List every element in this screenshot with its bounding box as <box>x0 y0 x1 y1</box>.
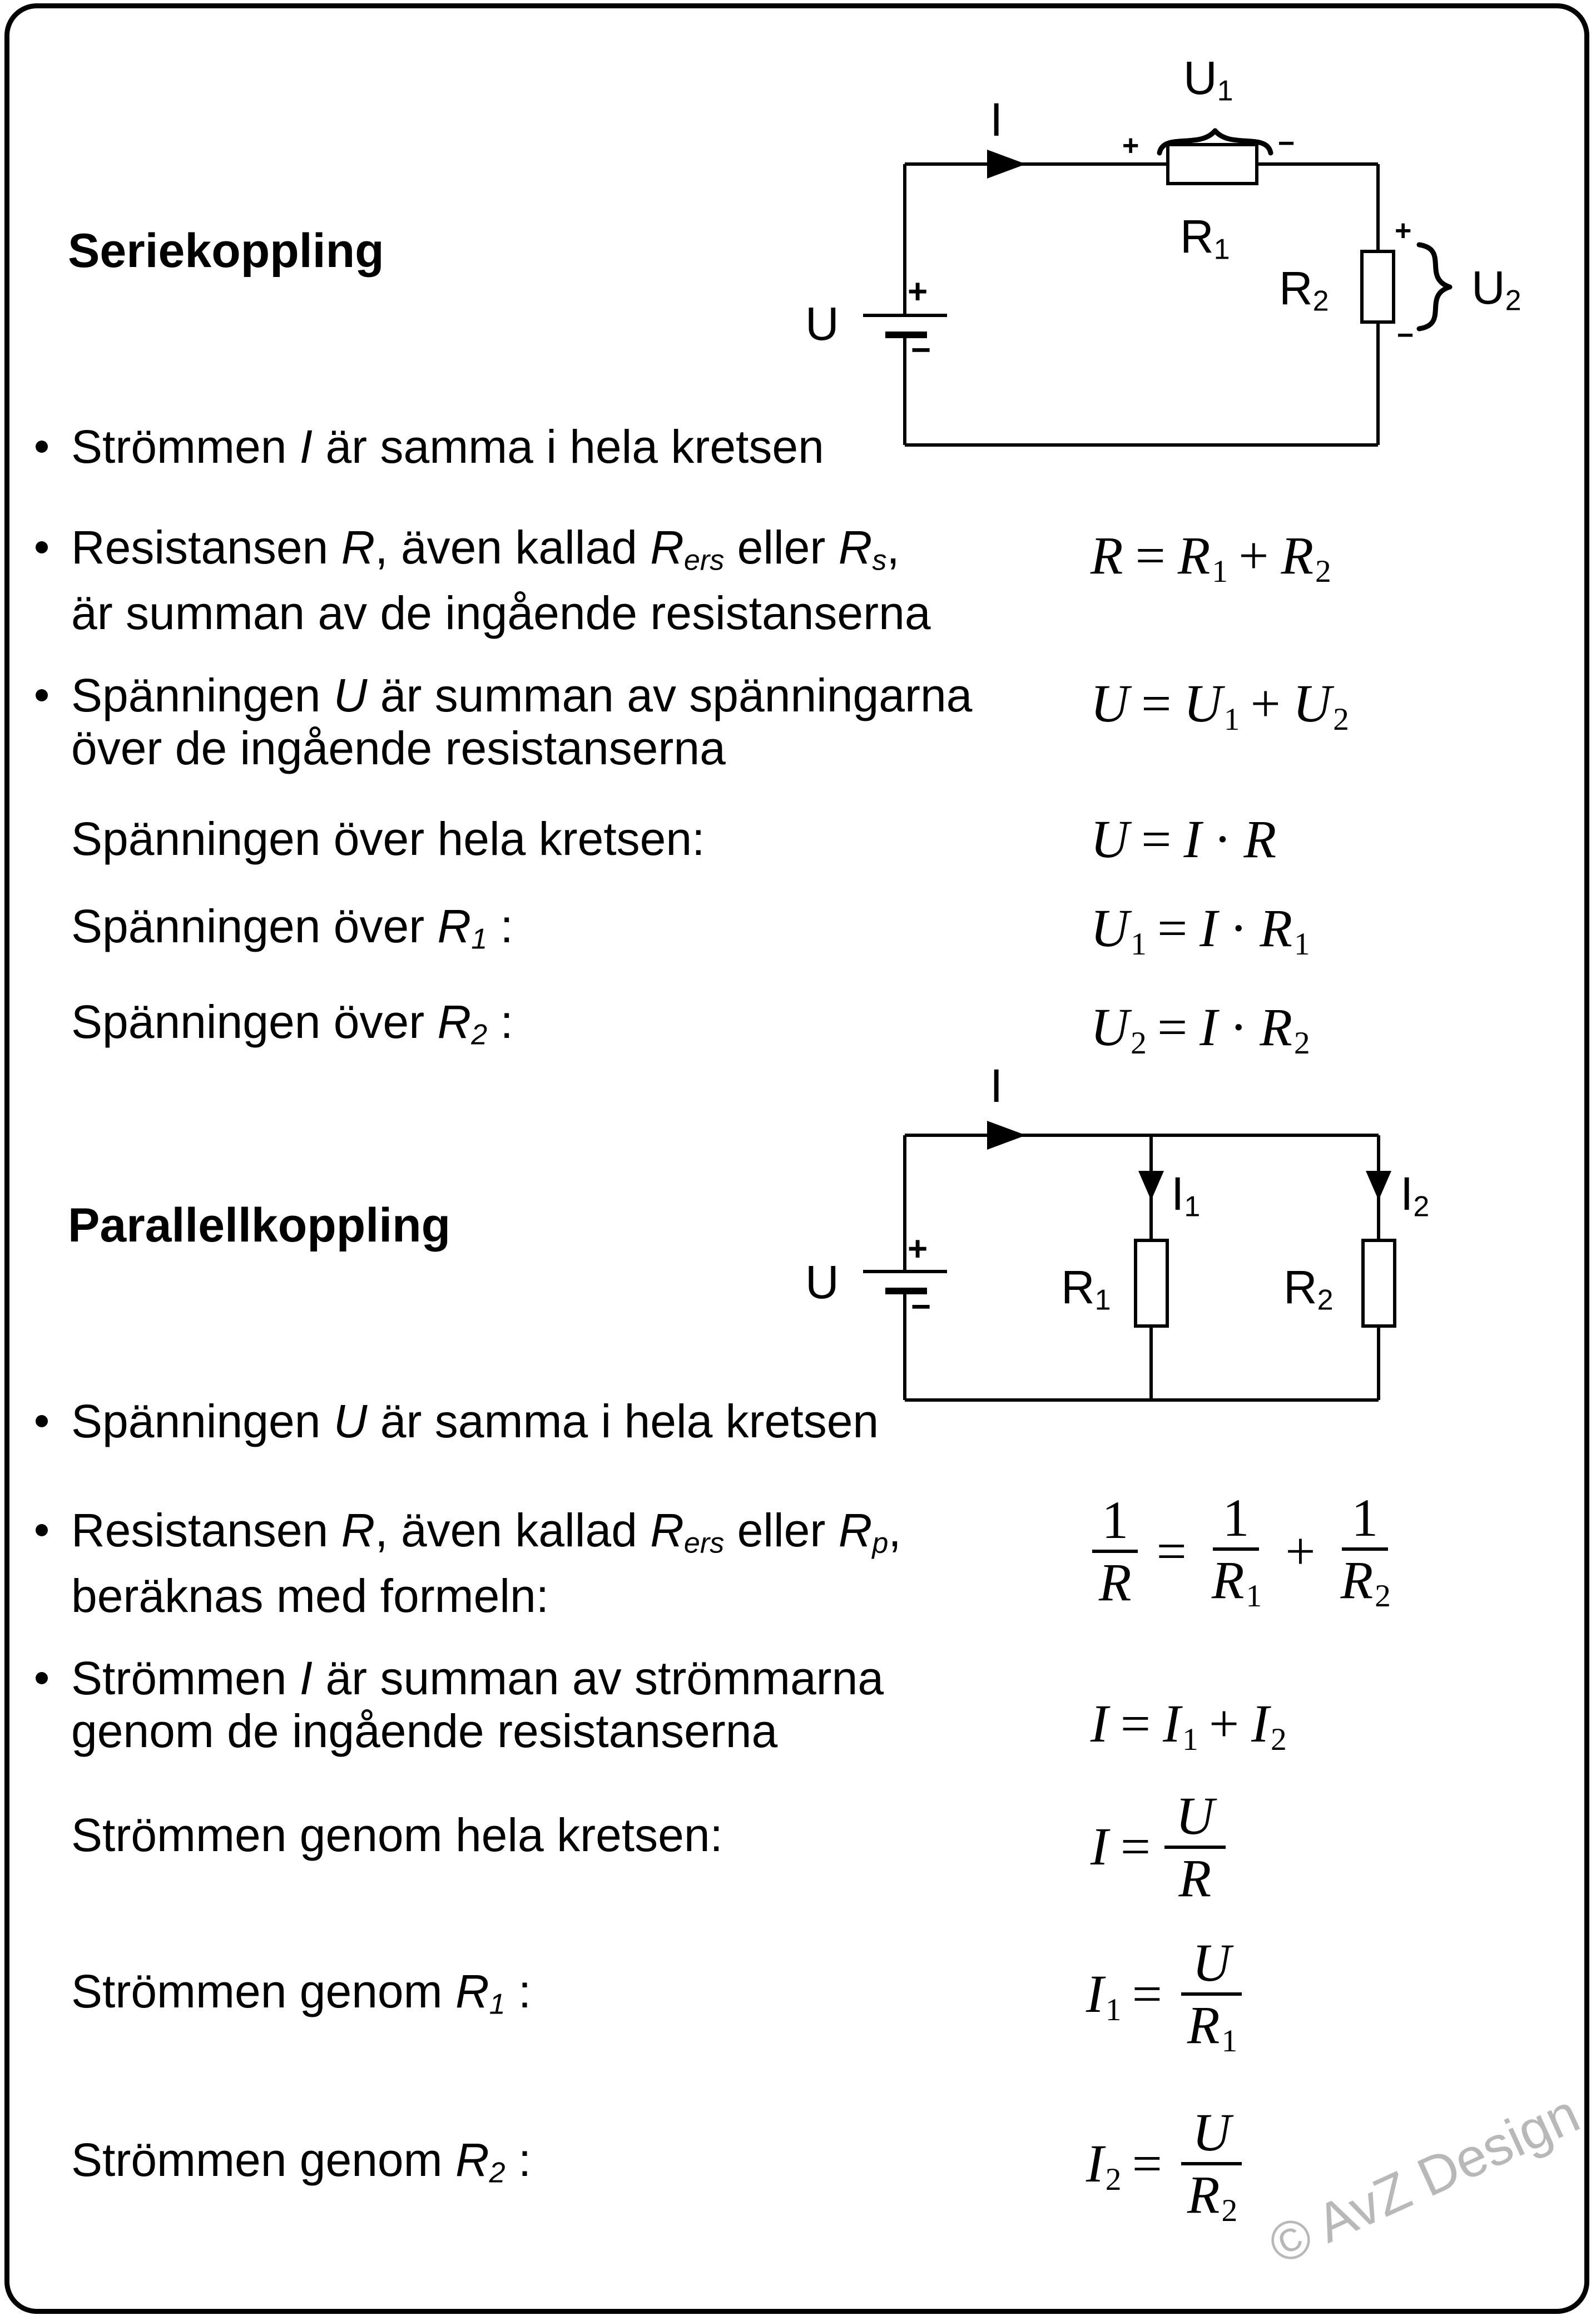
parallel-heading: Parallellkoppling <box>68 1199 451 1252</box>
series-u2-label: U2 <box>1471 261 1521 317</box>
series-battery-minus-sign: − <box>911 331 931 369</box>
watermark: © AvZ Design <box>1260 2082 1588 2276</box>
series-row-voltage-r1: Spänningen över R1 : <box>71 900 513 956</box>
series-r2-label: R2 <box>1279 262 1329 318</box>
parallel-row-current-whole: Strömmen genom hela kretsen: <box>71 1809 723 1861</box>
parallel-resistor-r2-box <box>1363 1240 1395 1326</box>
bullet-dot <box>36 441 48 453</box>
series-battery-plus-sign: + <box>908 273 928 311</box>
bullet-dot <box>36 689 48 701</box>
branch2-current-arrow <box>1366 1171 1391 1200</box>
formula-i-ur: I = $\frac{U}{R}$ <box>1089 1788 1228 1906</box>
series-bullet-current: Strömmen I är samma i hela kretsen <box>34 421 824 473</box>
series-u1-label: U1 <box>1183 52 1233 107</box>
parallel-bullet-voltage: Spänningen U är samma i hela kretsen <box>34 1395 879 1448</box>
parallel-current-label: I <box>990 1060 1003 1112</box>
parallel-row-current-r1: Strömmen genom R1 : <box>71 1965 532 2021</box>
series-row-voltage-r2: Spänningen över R2 : <box>71 996 513 1051</box>
series-current-label: I <box>990 93 1003 146</box>
formula-u-sum: U = U1 + U2 <box>1090 674 1349 737</box>
formula-i1-ur1: I1 = $\frac{U}{R1}$ <box>1084 1935 1250 2058</box>
formula-reciprocal-sum: $\frac{1}{R}$ = $\frac{1}{R1}$ + $\frac{1}{R2}$ <box>1084 1490 1404 1613</box>
formula-i2-ur2: I2 = $\frac{U}{R2}$ <box>1084 2104 1250 2228</box>
series-r1-label: R1 <box>1180 210 1230 266</box>
bullet-dot <box>36 1672 48 1684</box>
series-source-voltage-label: U <box>805 298 839 350</box>
series-bullet-voltage: Spänningen U är summan av spänningarna över de ingående resistanserna <box>34 669 972 775</box>
parallel-r2-label: R2 <box>1283 1261 1334 1317</box>
parallel-r1-label: R1 <box>1061 1261 1111 1317</box>
formula-u-ir: U = I · R <box>1090 809 1277 869</box>
u2-brace <box>1419 245 1450 329</box>
series-current-arrow <box>987 150 1026 179</box>
parallel-source-voltage-label: U <box>805 1256 839 1308</box>
parallel-battery-minus-sign: − <box>911 1288 931 1326</box>
formula-r-sum: R = R1 + R2 <box>1090 526 1331 589</box>
u2-minus-sign: − <box>1397 319 1414 352</box>
series-resistor-r1-box <box>1168 145 1257 184</box>
bullet-dot <box>36 1415 48 1427</box>
u1-plus-sign: + <box>1122 130 1139 162</box>
series-row-voltage-whole: Spänningen över hela kretsen: <box>71 813 705 865</box>
bullet-dot <box>36 1524 48 1536</box>
formula-i-sum: I = I1 + I2 <box>1090 1694 1287 1757</box>
u1-minus-sign: − <box>1278 127 1295 160</box>
parallel-resistor-r1-box <box>1136 1240 1167 1326</box>
parallel-battery-plus-sign: + <box>908 1230 928 1268</box>
parallel-bullet-current: Strömmen I är summan av strömmarna genom de ingående resistanserna <box>34 1652 884 1758</box>
parallel-bullet-resistance: Resistansen R, även kallad Rers eller Rp, beräknas med formeln: <box>34 1504 901 1622</box>
series-heading: Seriekoppling <box>68 224 384 278</box>
parallel-row-current-r2: Strömmen genom R2 : <box>71 2134 532 2189</box>
formula-u1-ir1: U1 = I · R1 <box>1090 898 1310 962</box>
series-bullet-resistance: Resistansen R, även kallad Rers eller Rs, är summan av de ingående resistanserna <box>34 521 931 640</box>
branch1-current-arrow <box>1138 1171 1164 1200</box>
bullet-dot <box>36 541 48 553</box>
u2-plus-sign: + <box>1395 215 1412 247</box>
parallel-current-arrow <box>987 1121 1026 1150</box>
parallel-i2-label: I2 <box>1400 1168 1430 1223</box>
formula-u2-ir2: U2 = I · R2 <box>1090 997 1310 1061</box>
series-resistor-r2-box <box>1362 251 1394 322</box>
parallel-i1-label: I1 <box>1171 1168 1201 1223</box>
